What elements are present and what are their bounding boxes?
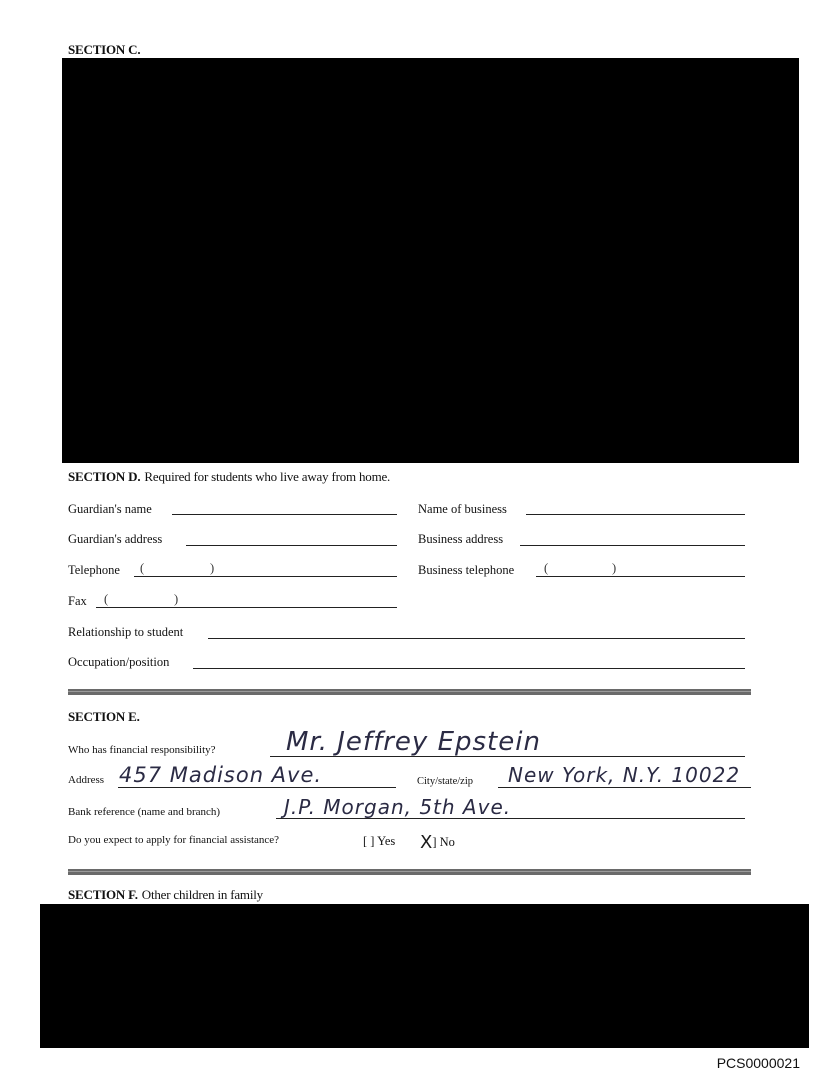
guardian-name-field[interactable] [172, 514, 397, 515]
city-state-zip-field[interactable] [498, 787, 751, 788]
telephone-area-close: ) [210, 561, 215, 575]
address-value: 457 Madison Ave. [119, 763, 323, 787]
section-f-heading [68, 887, 263, 903]
guardian-address-label: Guardian's address [68, 532, 163, 546]
guardian-name-label: Guardian's name [68, 502, 152, 516]
financial-responsibility-label: Who has financial responsibility? [68, 744, 216, 756]
telephone-label: Telephone [68, 563, 120, 577]
business-name-label: Name of business [418, 502, 507, 516]
financial-responsibility-value: Mr. Jeffrey Epstein [286, 727, 541, 757]
fax-area-close: ) [174, 592, 179, 606]
section-divider-e-f [68, 869, 751, 875]
section-f-subtitle: Other children in family [141, 887, 263, 902]
section-divider-d-e [68, 689, 751, 695]
occupation-field[interactable] [193, 668, 745, 669]
city-state-zip-label: City/state/zip [417, 776, 473, 787]
section-c-heading: SECTION C. [68, 42, 141, 57]
section-d-subtitle: Required for students who live away from home. [144, 469, 391, 484]
business-address-field[interactable] [520, 545, 745, 546]
business-telephone-area-close: ) [612, 561, 617, 575]
no-checkmark-icon: X [420, 832, 433, 853]
assistance-yes-option[interactable]: [ ] Yes [363, 834, 396, 848]
business-telephone-area-open: ( [544, 561, 549, 575]
assistance-no-option[interactable] [420, 830, 455, 851]
telephone-field[interactable] [134, 576, 397, 577]
address-label: Address [68, 774, 105, 786]
document-id: PCS0000021 [716, 1055, 800, 1071]
financial-assistance-label: Do you expect to apply for financial assistance? [68, 834, 280, 846]
section-f-title: SECTION F. [68, 887, 138, 902]
relationship-label: Relationship to student [68, 625, 184, 639]
section-d-heading [68, 469, 390, 485]
section-e-heading: SECTION E. [68, 709, 140, 724]
business-telephone-field[interactable] [536, 576, 745, 577]
guardian-address-field[interactable] [186, 545, 397, 546]
section-c-redaction [62, 58, 799, 463]
city-state-zip-value: New York, N.Y. 10022 [508, 763, 741, 787]
section-f-redaction [40, 904, 809, 1048]
fax-field[interactable] [96, 607, 397, 608]
address-field[interactable] [118, 787, 396, 788]
occupation-label: Occupation/position [68, 655, 170, 669]
telephone-area-open: ( [140, 561, 145, 575]
business-name-field[interactable] [526, 514, 745, 515]
relationship-field[interactable] [208, 638, 745, 639]
bank-reference-label: Bank reference (name and branch) [68, 806, 221, 818]
fax-area-open: ( [104, 592, 109, 606]
assistance-no-label: ] No [432, 835, 455, 849]
bank-reference-value: J.P. Morgan, 5th Ave. [284, 795, 512, 819]
business-telephone-label: Business telephone [418, 563, 515, 577]
fax-label: Fax [68, 594, 87, 608]
section-d-title: SECTION D. [68, 469, 141, 484]
business-address-label: Business address [418, 532, 504, 546]
